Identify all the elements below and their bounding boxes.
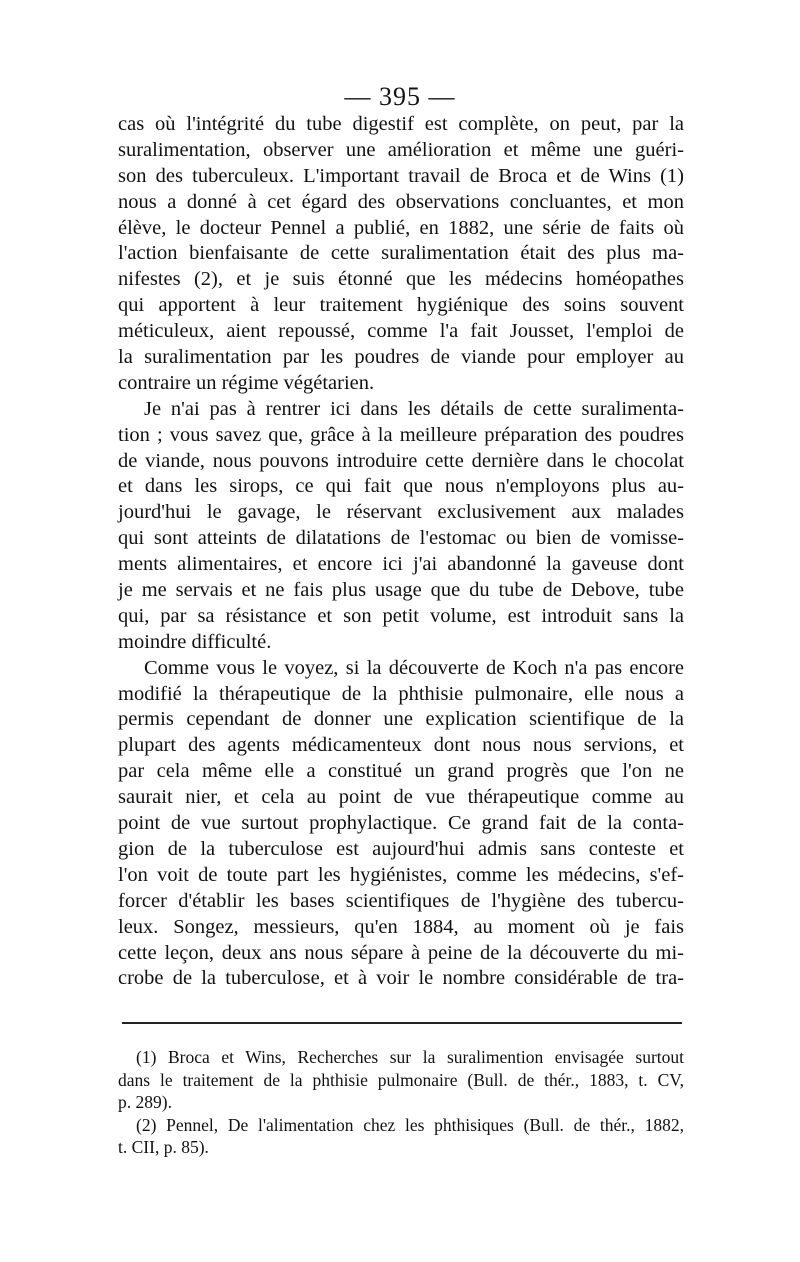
text-line: cette leçon, deux ans nous sépare à peine de la découverte du mi- <box>118 941 684 964</box>
text-line: modifié la thérapeutique de la phthisie pulmonaire, elle nous a <box>118 682 684 705</box>
footnote-line: (2) Pennel, De l'alimentation chez les phthisiques (Bull. de thér., 1882, <box>136 1114 684 1135</box>
text-line: nous a donné à cet égard des observations concluantes, et mon <box>118 190 684 213</box>
footnote-line: t. CII, p. 85). <box>118 1137 209 1157</box>
text-line: qui apportent à leur traitement hygiénique des soins souvent <box>118 294 684 317</box>
text-line: jourd'hui le gavage, le réservant exclusivement aux malades <box>118 501 684 524</box>
text-line: l'on voit de toute part les hygiénistes, comme les médecins, s'ef- <box>118 863 684 886</box>
text-line: l'action bienfaisante de cette suralimentation était des plus ma- <box>118 242 684 265</box>
text-line: contraire un régime végétarien. <box>118 371 375 394</box>
text-line: gion de la tuberculose est aujourd'hui admis sans conteste et <box>118 837 684 860</box>
text-line: de viande, nous pouvons introduire cette dernière dans le chocolat <box>118 449 684 472</box>
text-line: son des tuberculeux. L'important travail de Broca et de Wins (1) <box>118 164 684 187</box>
text-line: méticuleux, aient repoussé, comme l'a fait Jousset, l'emploi de <box>118 320 684 343</box>
footnote-divider <box>122 1022 682 1024</box>
text-line: plupart des agents médicamenteux dont nous nous servions, et <box>118 734 684 757</box>
text-line: permis cependant de donner une explication scientifique de la <box>118 708 684 731</box>
text-line: je me servais et ne fais plus usage que du tube de Debove, tube <box>118 579 684 602</box>
text-line: ments alimentaires, et encore ici j'ai abandonné la gaveuse dont <box>118 553 684 576</box>
text-line: tion ; vous savez que, grâce à la meilleure préparation des poudres <box>118 423 684 446</box>
page-number: — 395 — <box>344 82 456 111</box>
text-line: Je n'ai pas à rentrer ici dans les détails de cette suralimenta- <box>144 397 684 420</box>
text-line: saurait nier, et cela au point de vue thérapeutique comme au <box>118 786 684 809</box>
footnote-line: (1) Broca et Wins, Recherches sur la suralimention envisagée surtout <box>136 1047 684 1067</box>
text-line: qui sont atteints de dilatations de l'estomac ou bien de vomisse- <box>118 527 684 550</box>
text-line: leux. Songez, messieurs, qu'en 1884, au moment où je fais <box>118 915 684 938</box>
text-line: par cela même elle a constitué un grand progrès que l'on ne <box>118 760 684 783</box>
text-line: nifestes (2), et je suis étonné que les médecins homéopathes <box>118 268 684 291</box>
text-line: moindre difficulté. <box>118 630 272 653</box>
text-line: Comme vous le voyez, si la découverte de Koch n'a pas encore <box>144 656 684 679</box>
text-line: élève, le docteur Pennel a publié, en 1882, une série de faits où <box>118 216 684 239</box>
text-line: la suralimentation par les poudres de viande pour employer au <box>118 346 684 369</box>
text-line: qui, par sa résistance et son petit volume, est introduit sans la <box>118 604 684 627</box>
text-line: suralimentation, observer une amélioration et même une guéri- <box>118 138 684 161</box>
footnote-line: p. 289). <box>118 1092 172 1112</box>
text-line: point de vue surtout prophylactique. Ce grand fait de la conta- <box>118 812 684 835</box>
text-line: cas où l'intégrité du tube digestif est complète, on peut, par la <box>118 113 684 135</box>
footnotes <box>118 1046 684 1159</box>
body-text <box>118 112 684 992</box>
footnote-line: dans le traitement de la phthisie pulmonaire (Bull. de thér., 1883, t. CV, <box>118 1069 684 1090</box>
text-line: forcer d'établir les bases scientifiques de l'hygiène des tubercu- <box>118 889 684 912</box>
text-line: crobe de la tuberculose, et à voir le nombre considérable de tra- <box>118 967 684 990</box>
text-line: et dans les sirops, ce qui fait que nous n'employons plus au- <box>118 475 684 498</box>
